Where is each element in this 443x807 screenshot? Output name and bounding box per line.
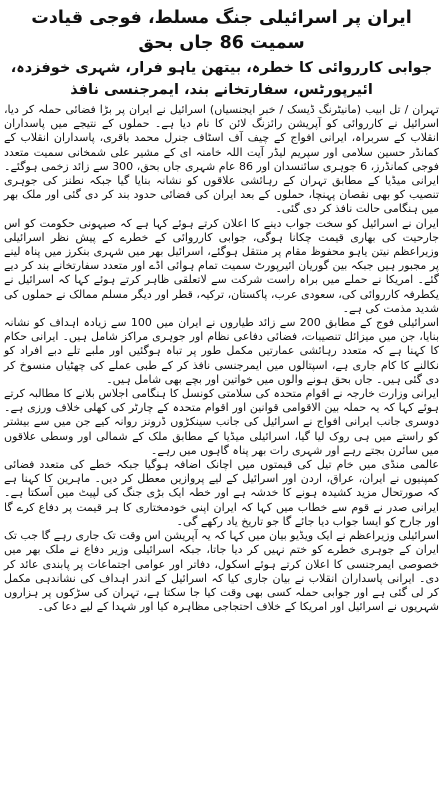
article-paragraph: ایرانی وزارت خارجہ نے اقوام متحدہ کی سلامتی کونسل کا ہنگامی اجلاس بلانے کا مطالبہ کرتے ہوئے کہا کہ یہ حملہ بین الاقوامی قوانین اور اقوام متحدہ کے چارٹر کی کھلی خلاف ورزی ہے۔ دوسری جانب ایرانی افواج نے اسرائیل کی جانب سینکڑوں ڈرونز روانہ کیے جن میں سے بیشتر کو راستے میں ہی روک لیا گیا، اسرائیلی میڈیا کے مطابق ملک کے شمالی اور وسطی علاقوں میں سائرن بجتے رہے اور شہری رات بھر پناہ گاہوں میں رہے۔ xyxy=(4,387,439,457)
article-headline: ایران پر اسرائیلی جنگ مسلط، فوجی قیادت سمیت 86 جاں بحق xyxy=(31,8,412,53)
article-paragraph: اسرائیلی وزیراعظم نے ایک ویڈیو بیان میں کہا کہ یہ آپریشن اس وقت تک جاری رہے گا جب تک ایران کے جوہری خطرے کو ختم نہیں کر دیا جاتا، جبکہ اسرائیلی وزیر دفاع نے ملک بھر میں خصوصی ایمرجنسی کا اعلان کرتے ہوئے اسکول، دفاتر اور عوامی اجتماعات پر پابندی عائد کر دی۔ ایرانی پاسداران انقلاب نے بیان جاری کیا کہ اسرائیل کے اندر اہداف کی نشاندہی مکمل کر لی گئی ہے اور جوابی حملہ کسی بھی وقت کیا جا سکتا ہے، تہران کی سڑکوں پر ہزاروں شہریوں نے اسرائیل اور امریکا کے خلاف احتجاجی مظاہرہ کیا اور شہدا کے لیے دعا کی۔ xyxy=(4,529,439,614)
article-body xyxy=(4,103,439,614)
article-paragraph: اسرائیلی فوج کے مطابق 200 سے زائد طیاروں نے ایران میں 100 سے زیادہ اہداف کو نشانہ بنایا، جن میں میزائل تنصیبات، فضائی دفاعی نظام اور جوہری مراکز شامل ہیں۔ ایرانی حکام کا کہنا ہے کہ متعدد رہائشی عمارتیں مکمل طور پر تباہ ہوگئیں اور ملبے تلے دبے افراد کو نکالنے کا کام جاری ہے، اسپتالوں میں ایمرجنسی نافذ کر کے طبی عملے کی چھٹیاں منسوخ کر دی گئی ہیں۔ جاں بحق ہونے والوں میں خواتین اور بچے بھی شامل ہیں۔ xyxy=(4,316,439,386)
article-paragraph: تہران / تل ابیب (مانیٹرنگ ڈیسک / خبر ایجنسیاں) اسرائیل نے ایران پر بڑا فضائی حملہ کر دیا، اسرائیل نے کارروائی کو آپریشن رائزنگ لائن کا نام دیا ہے۔ حملوں کے نتیجے میں پاسداران انقلاب کے سربراہ، ایرانی افواج کے چیف آف اسٹاف جنرل محمد باقری، پاسداران انقلاب کے کمانڈر حسین سلامی اور سپریم لیڈر آیت اللہ خامنہ ای کے مشیر علی شمخانی سمیت متعدد فوجی کمانڈرز، 6 جوہری سائنسدان اور 86 عام شہری جاں بحق، 300 سے زائد زخمی ہوگئے۔ ایرانی میڈیا کے مطابق تہران کے رہائشی علاقوں کو نشانہ بنایا گیا جبکہ نطنز کی جوہری تنصیب کو بھی نقصان پہنچا، حملوں کے بعد ایران کی فضائی حدود بند کر دی گئی اور ملک بھر میں ہنگامی حالت نافذ کر دی گئی۔ xyxy=(4,103,439,216)
article-paragraph: ایران نے اسرائیل کو سخت جواب دینے کا اعلان کرتے ہوئے کہا ہے کہ صیہونی حکومت کو اس جارحیت کی بھاری قیمت چکانا ہوگی، جوابی کارروائی کے خطرے کے پیش نظر اسرائیلی وزیراعظم نیتن یاہو محفوظ مقام پر منتقل ہوگئے، اسرائیل بھر میں شہری بنکرز میں پناہ لینے پر مجبور ہیں جبکہ بین گوریان ائیرپورٹ سمیت تمام ہوائی اڈے اور متعدد سفارتخانے بند کر دیے گئے۔ امریکا نے حملے میں براہ راست شرکت سے لاتعلقی ظاہر کرتے ہوئے کہا کہ اسرائیل نے یکطرفہ کارروائی کی، سعودی عرب، پاکستان، ترکیہ، قطر اور دیگر مسلم ممالک نے حملوں کی شدید مذمت کی ہے۔ xyxy=(4,216,439,315)
article-paragraph: عالمی منڈی میں خام تیل کی قیمتوں میں اچانک اضافہ ہوگیا جبکہ خطے کی متعدد فضائی کمپنیوں نے ایران، عراق، اردن اور اسرائیل کے لیے پروازیں معطل کر دیں۔ ماہرین کا کہنا ہے کہ صورتحال مزید کشیدہ ہونے کا خدشہ ہے اور خطہ ایک بڑی جنگ کی لپیٹ میں آسکتا ہے۔ ایرانی صدر نے قوم سے خطاب میں کہا کہ ایران اپنی خودمختاری کا ہر قیمت پر دفاع کرے گا اور جارح کو ایسا جواب دیا جائے گا جو تاریخ یاد رکھے گی۔ xyxy=(4,458,439,528)
article-subheadline: جوابی کارروائی کا خطرہ، بیتھن یاہو فرار، شہری خوفزدہ، ائیرپورٹس، سفارتخانے بند، ایمرجنسی نافذ xyxy=(10,60,433,98)
